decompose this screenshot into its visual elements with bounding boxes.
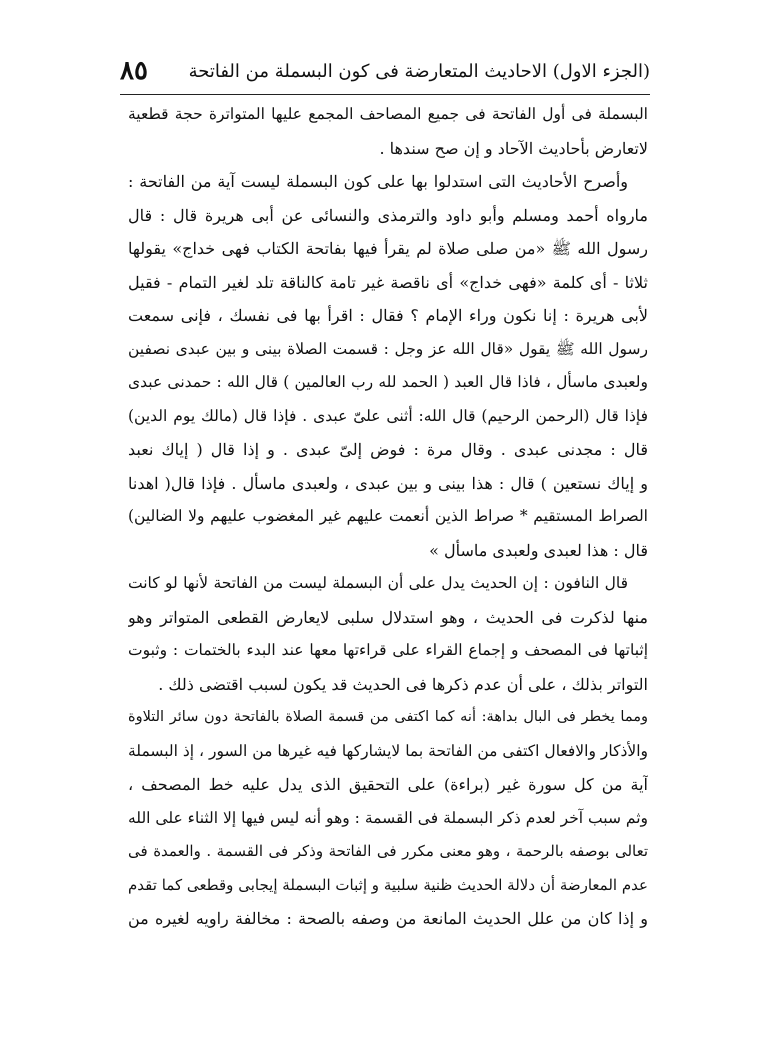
- text-line: البسملة فى أول الفاتحة فى جميع المصاحف المجمع عليها المتواترة حجة قطعية: [128, 105, 648, 123]
- text-line: فإذا قال (الرحمن الرحيم) قال الله: أثنى علىّ عبدى . فإذا قال (مالك يوم الدين): [128, 406, 648, 425]
- text-line: آية من كل سورة غير (براءة) على التحقيق الذى يدل عليه خط المصحف ،: [128, 775, 648, 794]
- text-line: رسول الله ﷺ يقول «قال الله عز وجل : قسمت الصلاة بينى و بين عبدى نصفين: [128, 339, 648, 358]
- text-line: وأصرح الأحاديث التى استدلوا بها على كون البسملة ليست آية من الفاتحة :: [128, 172, 628, 191]
- text-line: والأذكار والافعال اكتفى من الفاتحة بما لايشاركها فيه غيرها من السور ، إذ البسملة: [128, 741, 648, 760]
- text-line: إثباتها فى المصحف و إجماع القراء على قراءتها معها عند البدء بالختمات : وثبوت: [128, 641, 648, 659]
- header-divider: [120, 94, 650, 95]
- text-line: تعالى بوصفه بالرحمة ، وهو معنى مكرر فى الفاتحة وذكر فى القسمة . والعمدة فى: [128, 842, 648, 860]
- text-line: قال : مجدنى عبدى . وقال مرة : فوض إلىّ عبدى . و إذا قال ( إياك نعبد: [128, 440, 648, 459]
- text-line: قال : هذا لعبدى ولعبدى ماسأل »: [429, 540, 648, 560]
- text-line: و إذا كان من علل الحديث المانعة من وصفه بالصحة : مخالفة راويه لغيره من: [128, 909, 648, 928]
- text-line: التواتر بذلك ، على أن عدم ذكرها فى الحديث قد يكون لسبب اقتضى ذلك .: [158, 674, 648, 694]
- text-line: رسول الله ﷺ «من صلى صلاة لم يقرأ فيها بفاتحة الكتاب فهى خداج» يقولها: [128, 239, 648, 258]
- page-number: ٨٥: [120, 56, 148, 86]
- text-line: لأبى هريرة : إنا نكون وراء الإمام ؟ فقال : اقرأ بها فى نفسك ، فإنى سمعت: [128, 306, 648, 325]
- text-line: ثلاثا - أى كلمة «فهى خداج» أى ناقصة غير تامة كالناقة تلد لغير التمام - فقيل: [128, 272, 648, 292]
- page-header: [120, 48, 650, 94]
- text-line: منها لذكرت فى الحديث ، وهو استدلال سلبى لايعارض القطعى المتواتر وهو: [128, 607, 648, 627]
- text-line: مارواه أحمد ومسلم وأبو داود والترمذى والنسائى عن أبى هريرة قال : قال: [128, 205, 648, 225]
- text-line: ولعبدى ماسأل ، فاذا قال العبد ( الحمد لله رب العالمين ) قال الله : حمدنى عبدى: [128, 373, 648, 391]
- text-line: وثم سبب آخر لعدم ذكر البسملة فى القسمة : وهو أنه ليس فيها إلا الثناء على الله: [128, 808, 648, 827]
- text-line: عدم المعارضة أن دلالة الحديث ظنية سلبية و إثبات البسملة إيجابى وقطعى كما تقدم: [128, 875, 648, 894]
- body-text: [128, 98, 648, 936]
- text-line: ومما يخطر فى البال بداهة: أنه كما اكتفى من قسمة الصلاة بالفاتحة دون سائر التلاوة: [128, 709, 648, 725]
- text-line: لاتعارض بأحاديث الآحاد و إن صح سندها .: [379, 138, 648, 158]
- text-line: الصراط المستقيم * صراط الذين أنعمت عليهم غير المغضوب عليهم ولا الضالين): [128, 507, 648, 525]
- running-title: (الجزء الاول) الاحاديث المتعارضة فى كون البسملة من الفاتحة: [188, 60, 650, 82]
- text-line: قال النافون : إن الحديث يدل على أن البسملة ليست من الفاتحة لأنها لو كانت: [128, 574, 628, 592]
- text-line: و إياك نستعين ) قال : هذا بينى و بين عبدى ، ولعبدى ماسأل . فإذا قال( اهدنا: [128, 473, 648, 493]
